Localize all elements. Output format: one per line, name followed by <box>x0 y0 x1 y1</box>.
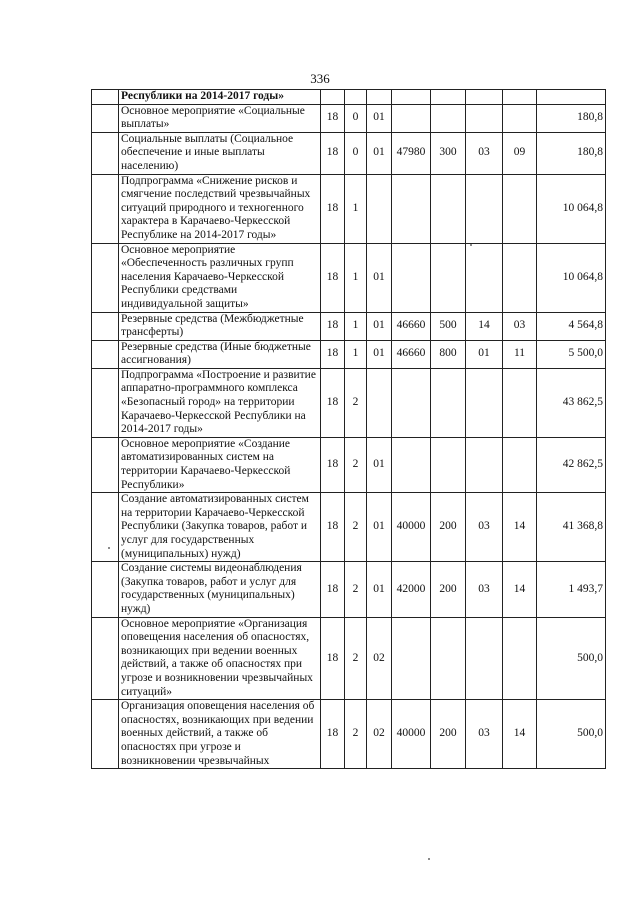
event-code-cell: 01 <box>367 493 392 562</box>
direction-code-cell <box>392 104 431 132</box>
left-margin-cell <box>92 493 119 562</box>
description-cell: Подпрограмма «Построение и развитие аппаратно-программного комплекса «Безопасный город» на территории Карачаево-Черкесской Республики на 2014-2017 годы» <box>119 368 321 437</box>
amount-cell: 10 064,8 <box>537 243 606 312</box>
table-row <box>92 617 606 700</box>
direction-code-cell <box>392 437 431 492</box>
event-code-cell: 01 <box>367 562 392 617</box>
direction-code-cell: 42000 <box>392 562 431 617</box>
event-code-cell: 02 <box>367 617 392 700</box>
left-margin-cell <box>92 90 119 105</box>
program-code-cell: 18 <box>321 562 345 617</box>
subprogram-code-cell: 0 <box>345 132 367 174</box>
description-cell: Основное мероприятие «Социальные выплаты» <box>119 104 321 132</box>
subprogram-code-cell: 2 <box>345 617 367 700</box>
description-cell: Организация оповещения населения об опасностях, возникающих при ведении военных действий, а также об опасностях при угрозе и возникновении чрезвычайных <box>119 700 321 769</box>
left-margin-cell <box>92 437 119 492</box>
section-cell: 01 <box>466 340 503 368</box>
table-row <box>92 243 606 312</box>
table-row <box>92 368 606 437</box>
program-code-cell: 18 <box>321 437 345 492</box>
expense-type-cell <box>431 368 466 437</box>
event-code-cell <box>367 368 392 437</box>
amount-cell: 10 064,8 <box>537 174 606 243</box>
subprogram-code-cell: 1 <box>345 174 367 243</box>
event-code-cell <box>367 90 392 105</box>
expense-type-cell: 200 <box>431 493 466 562</box>
expense-type-cell: 200 <box>431 562 466 617</box>
subsection-cell: 03 <box>503 312 537 340</box>
scan-speck <box>108 547 110 549</box>
amount-cell: 41 368,8 <box>537 493 606 562</box>
section-cell: 03 <box>466 562 503 617</box>
left-margin-cell <box>92 312 119 340</box>
section-cell <box>466 104 503 132</box>
left-margin-cell <box>92 174 119 243</box>
subsection-cell: 11 <box>503 340 537 368</box>
amount-cell: 500,0 <box>537 700 606 769</box>
amount-cell: 43 862,5 <box>537 368 606 437</box>
table-row <box>92 312 606 340</box>
subprogram-code-cell: 2 <box>345 368 367 437</box>
description-cell: Резервные средства (Межбюджетные трансферты) <box>119 312 321 340</box>
expense-type-cell: 500 <box>431 312 466 340</box>
description-cell: Подпрограмма «Снижение рисков и смягчение последствий чрезвычайных ситуаций природного и техногенного характера в Карачаево-Черкесской Республике на 2014-2017 годы» <box>119 174 321 243</box>
section-cell: 14 <box>466 312 503 340</box>
event-code-cell: 01 <box>367 340 392 368</box>
program-code-cell: 18 <box>321 493 345 562</box>
description-cell: Создание автоматизированных систем на территории Карачаево-Черкесской Республики (Закупка товаров, работ и услуг для государственных (муниципальных) нужд) <box>119 493 321 562</box>
table-row <box>92 174 606 243</box>
section-cell <box>466 243 503 312</box>
subsection-cell <box>503 617 537 700</box>
subsection-cell: 14 <box>503 493 537 562</box>
direction-code-cell <box>392 243 431 312</box>
program-code-cell: 18 <box>321 700 345 769</box>
event-code-cell: 01 <box>367 243 392 312</box>
direction-code-cell <box>392 90 431 105</box>
left-margin-cell <box>92 562 119 617</box>
section-cell: 03 <box>466 700 503 769</box>
expense-type-cell: 300 <box>431 132 466 174</box>
expense-type-cell <box>431 617 466 700</box>
table-row <box>92 700 606 769</box>
program-code-cell: 18 <box>321 340 345 368</box>
left-margin-cell <box>92 368 119 437</box>
left-margin-cell <box>92 132 119 174</box>
event-code-cell: 01 <box>367 312 392 340</box>
program-code-cell <box>321 90 345 105</box>
table-row <box>92 90 606 105</box>
event-code-cell <box>367 174 392 243</box>
expense-type-cell <box>431 243 466 312</box>
subsection-cell <box>503 243 537 312</box>
program-code-cell: 18 <box>321 243 345 312</box>
program-code-cell: 18 <box>321 368 345 437</box>
program-code-cell: 18 <box>321 104 345 132</box>
amount-cell: 180,8 <box>537 132 606 174</box>
left-margin-cell <box>92 104 119 132</box>
section-cell: 03 <box>466 493 503 562</box>
direction-code-cell: 40000 <box>392 493 431 562</box>
amount-cell: 500,0 <box>537 617 606 700</box>
description-cell: Создание системы видеонаблюдения (Закупка товаров, работ и услуг для государственных (муниципальных) нужд) <box>119 562 321 617</box>
subprogram-code-cell: 2 <box>345 700 367 769</box>
section-cell: 03 <box>466 132 503 174</box>
description-cell: Социальные выплаты (Социальное обеспечение и иные выплаты населению) <box>119 132 321 174</box>
section-cell <box>466 437 503 492</box>
subsection-cell <box>503 437 537 492</box>
subsection-cell <box>503 104 537 132</box>
subprogram-code-cell: 2 <box>345 493 367 562</box>
section-cell <box>466 617 503 700</box>
subsection-cell: 14 <box>503 700 537 769</box>
amount-cell: 5 500,0 <box>537 340 606 368</box>
subprogram-code-cell: 1 <box>345 243 367 312</box>
subprogram-code-cell: 0 <box>345 104 367 132</box>
direction-code-cell: 47980 <box>392 132 431 174</box>
section-cell <box>466 174 503 243</box>
table-row <box>92 437 606 492</box>
event-code-cell: 02 <box>367 700 392 769</box>
left-margin-cell <box>92 340 119 368</box>
section-cell <box>466 90 503 105</box>
subsection-cell <box>503 174 537 243</box>
direction-code-cell: 46660 <box>392 340 431 368</box>
program-code-cell: 18 <box>321 312 345 340</box>
page-number: 336 <box>310 71 330 86</box>
subprogram-code-cell: 1 <box>345 340 367 368</box>
table-row <box>92 493 606 562</box>
section-cell <box>466 368 503 437</box>
scan-speck <box>428 858 430 860</box>
direction-code-cell: 46660 <box>392 312 431 340</box>
amount-cell: 180,8 <box>537 104 606 132</box>
program-code-cell: 18 <box>321 132 345 174</box>
subsection-cell: 14 <box>503 562 537 617</box>
scan-speck <box>470 244 472 246</box>
direction-code-cell: 40000 <box>392 700 431 769</box>
expense-type-cell: 200 <box>431 700 466 769</box>
direction-code-cell <box>392 174 431 243</box>
direction-code-cell <box>392 617 431 700</box>
subsection-cell <box>503 90 537 105</box>
description-cell: Резервные средства (Иные бюджетные ассигнования) <box>119 340 321 368</box>
budget-table <box>91 89 606 769</box>
program-code-cell: 18 <box>321 174 345 243</box>
description-cell: Основное мероприятие «Создание автоматизированных систем на территории Карачаево-Черкесской Республики» <box>119 437 321 492</box>
direction-code-cell <box>392 368 431 437</box>
expense-type-cell: 800 <box>431 340 466 368</box>
table-row <box>92 132 606 174</box>
expense-type-cell <box>431 90 466 105</box>
description-cell: Основное мероприятие «Обеспеченность различных групп населения Карачаево-Черкесской Республики средствами индивидуальной защиты» <box>119 243 321 312</box>
amount-cell: 42 862,5 <box>537 437 606 492</box>
subprogram-code-cell <box>345 90 367 105</box>
description-cell: Республики на 2014-2017 годы» <box>119 90 321 105</box>
subprogram-code-cell: 2 <box>345 562 367 617</box>
amount-cell: 1 493,7 <box>537 562 606 617</box>
subprogram-code-cell: 2 <box>345 437 367 492</box>
description-cell: Основное мероприятие «Организация оповещения населения об опасностях, возникающих при ведении военных действий, а также об опасностях при угрозе и возникновении чрезвычайных ситуаций» <box>119 617 321 700</box>
left-margin-cell <box>92 243 119 312</box>
table-row <box>92 104 606 132</box>
subprogram-code-cell: 1 <box>345 312 367 340</box>
subsection-cell: 09 <box>503 132 537 174</box>
subsection-cell <box>503 368 537 437</box>
expense-type-cell <box>431 174 466 243</box>
amount-cell: 4 564,8 <box>537 312 606 340</box>
expense-type-cell <box>431 437 466 492</box>
event-code-cell: 01 <box>367 132 392 174</box>
left-margin-cell <box>92 617 119 700</box>
table-row <box>92 340 606 368</box>
expense-type-cell <box>431 104 466 132</box>
event-code-cell: 01 <box>367 104 392 132</box>
table-row <box>92 562 606 617</box>
left-margin-cell <box>92 700 119 769</box>
amount-cell <box>537 90 606 105</box>
program-code-cell: 18 <box>321 617 345 700</box>
event-code-cell: 01 <box>367 437 392 492</box>
